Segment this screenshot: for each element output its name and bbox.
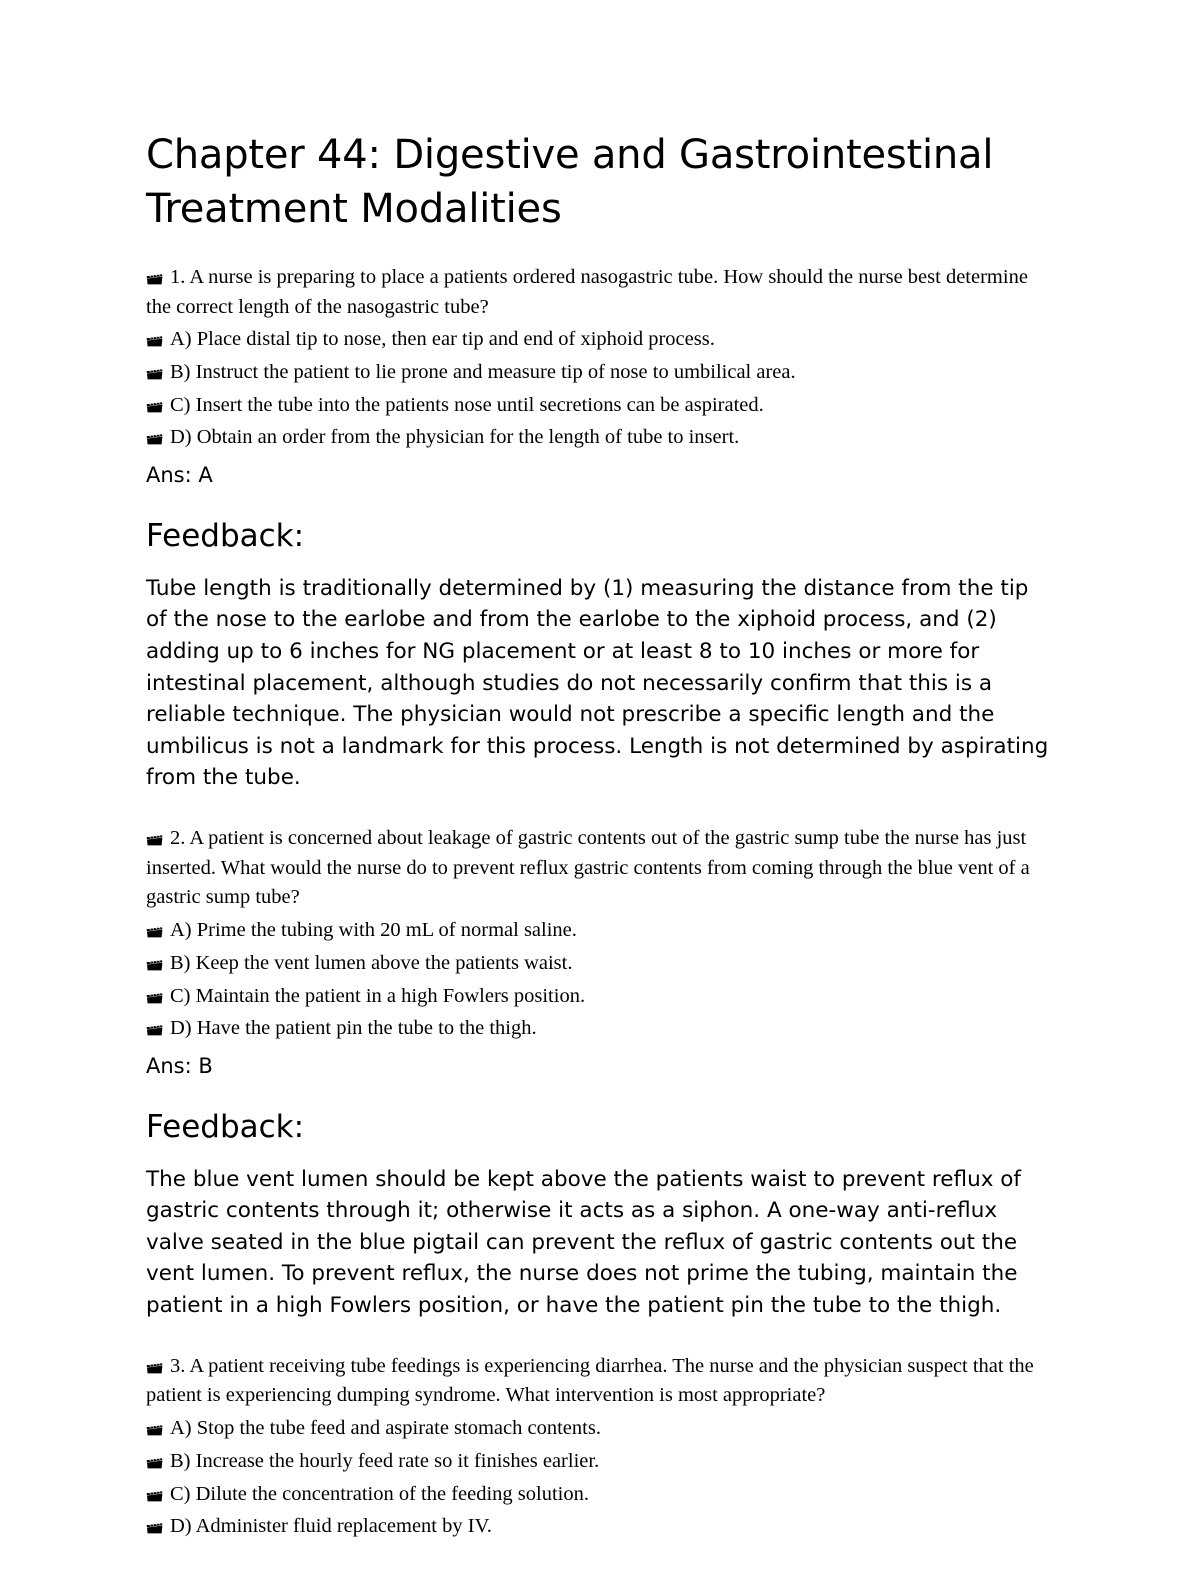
film-clapper-bullet-icon bbox=[146, 1022, 170, 1039]
option-text: D) Administer fluid replacement by IV. bbox=[170, 1515, 492, 1538]
option-text: D) Obtain an order from the physician for the length of tube to insert. bbox=[170, 426, 740, 449]
question-stem-text: 1. A nurse is preparing to place a patients ordered nasogastric tube. How should the nurse best determine the correct length of the nasogastric tube? bbox=[146, 265, 1028, 318]
film-clapper-bullet-icon bbox=[146, 1520, 170, 1537]
option-d[interactable] bbox=[146, 1014, 1052, 1044]
option-text: B) Increase the hourly feed rate so it finishes earlier. bbox=[170, 1449, 600, 1472]
option-a[interactable] bbox=[146, 325, 1052, 355]
option-d[interactable] bbox=[146, 423, 1052, 453]
question-stem-text: 2. A patient is concerned about leakage of gastric contents out of the gastric sump tube the nurse has just inserted. What would the nurse do to prevent reflux gastric contents from coming through the blue vent of a gastric sump tube? bbox=[146, 826, 1030, 909]
question-stem-text: 3. A patient receiving tube feedings is experiencing diarrhea. The nurse and the physician suspect that the patient is experiencing dumping syndrome. What intervention is most appropriate? bbox=[146, 1354, 1034, 1407]
option-text: A) Stop the tube feed and aspirate stomach contents. bbox=[170, 1417, 601, 1440]
question-stem bbox=[146, 1352, 1052, 1411]
feedback-text: Tube length is traditionally determined by (1) measuring the distance from the tip of the nose to the earlobe and from the earlobe to the xiphoid process, and (2) adding up to 6 inches for NG placement or at least 8 to 10 inches or more for intestinal placement, although studies do not necessarily confirm that this is a reliable technique. The physician would not prescribe a specific length and the umbilicus is not a landmark for this process. Length is not determined by aspirating from the tube. bbox=[146, 575, 1049, 791]
question-block-2 bbox=[146, 824, 1052, 1322]
film-clapper-bullet-icon bbox=[146, 1422, 170, 1439]
answer-line: Ans: B bbox=[146, 1053, 213, 1078]
film-clapper-bullet-icon bbox=[146, 271, 170, 288]
option-a[interactable] bbox=[146, 916, 1052, 946]
option-c[interactable] bbox=[146, 982, 1052, 1012]
option-b[interactable] bbox=[146, 949, 1052, 979]
option-d[interactable] bbox=[146, 1512, 1052, 1542]
film-clapper-bullet-icon bbox=[146, 957, 170, 974]
feedback-heading: Feedback: bbox=[146, 1109, 305, 1146]
film-clapper-bullet-icon bbox=[146, 1488, 170, 1505]
option-b[interactable] bbox=[146, 358, 1052, 388]
option-text: C) Dilute the concentration of the feeding solution. bbox=[170, 1482, 589, 1505]
question-block-3 bbox=[146, 1352, 1052, 1542]
question-stem bbox=[146, 824, 1052, 913]
film-clapper-bullet-icon bbox=[146, 1360, 170, 1377]
film-clapper-bullet-icon bbox=[146, 366, 170, 383]
answer-line: Ans: A bbox=[146, 463, 213, 488]
film-clapper-bullet-icon bbox=[146, 333, 170, 350]
page-title: Chapter 44: Digestive and Gastrointestinal Treatment Modalities bbox=[146, 132, 994, 233]
film-clapper-bullet-icon bbox=[146, 990, 170, 1007]
option-c[interactable] bbox=[146, 1480, 1052, 1510]
option-list bbox=[146, 325, 1052, 453]
option-c[interactable] bbox=[146, 391, 1052, 421]
film-clapper-bullet-icon bbox=[146, 1455, 170, 1472]
option-b[interactable] bbox=[146, 1447, 1052, 1477]
option-list bbox=[146, 1414, 1052, 1542]
option-text: A) Prime the tubing with 20 mL of normal saline. bbox=[170, 919, 577, 942]
film-clapper-bullet-icon bbox=[146, 431, 170, 448]
option-text: D) Have the patient pin the tube to the thigh. bbox=[170, 1017, 537, 1040]
feedback-heading: Feedback: bbox=[146, 518, 305, 555]
question-block-1 bbox=[146, 263, 1052, 794]
option-text: A) Place distal tip to nose, then ear tip and end of xiphoid process. bbox=[170, 328, 715, 351]
option-text: B) Instruct the patient to lie prone and measure tip of nose to umbilical area. bbox=[170, 360, 796, 383]
option-list bbox=[146, 916, 1052, 1044]
option-text: C) Insert the tube into the patients nose until secretions can be aspirated. bbox=[170, 393, 764, 416]
option-a[interactable] bbox=[146, 1414, 1052, 1444]
feedback-text: The blue vent lumen should be kept above the patients waist to prevent reflux of gastric contents through it; otherwise it acts as a siphon. A one-way anti-reflux valve seated in the blue pigtail can prevent the reflux of gastric contents out the vent lumen. To prevent reflux, the nurse does not prime the tubing, maintain the patient in a high Fowlers position, or have the patient pin the tube to the thigh. bbox=[146, 1166, 1021, 1319]
question-stem bbox=[146, 263, 1052, 322]
film-clapper-bullet-icon bbox=[146, 832, 170, 849]
option-text: B) Keep the vent lumen above the patients waist. bbox=[170, 951, 573, 974]
film-clapper-bullet-icon bbox=[146, 399, 170, 416]
option-text: C) Maintain the patient in a high Fowlers position. bbox=[170, 984, 586, 1007]
film-clapper-bullet-icon bbox=[146, 924, 170, 941]
